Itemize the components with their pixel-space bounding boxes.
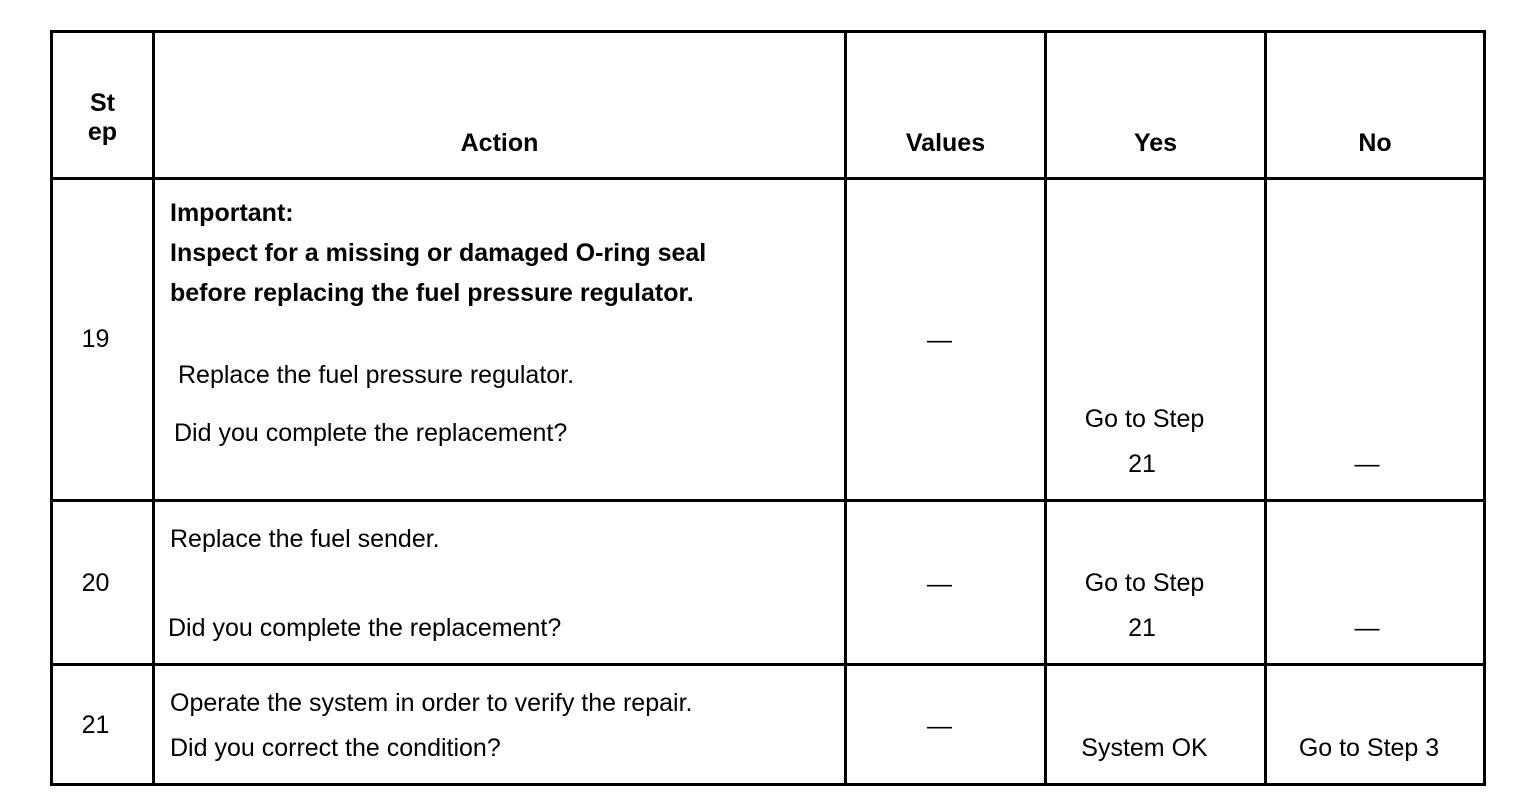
important-label: Important: — [170, 199, 294, 227]
row-divider — [50, 663, 1486, 666]
header-values: Values — [905, 129, 986, 157]
header-action: Action — [460, 129, 539, 157]
yes-cell-line2: 21 — [1128, 450, 1156, 478]
header-yes: Yes — [1133, 129, 1178, 157]
diagnostic-table — [50, 30, 1486, 786]
important-note-line1: Inspect for a missing or damaged O-ring seal — [170, 239, 707, 267]
table-border-bottom — [50, 783, 1486, 786]
no-cell: — — [1354, 614, 1380, 642]
values-cell: — — [927, 326, 952, 354]
action-text: Replace the fuel pressure regulator. — [178, 361, 575, 389]
yes-cell-line2: 21 — [1128, 614, 1156, 642]
important-note-line2: before replacing the fuel pressure regulator. — [170, 279, 694, 307]
action-question: Did you complete the replacement? — [174, 419, 568, 447]
header-step — [53, 89, 152, 147]
yes-cell: System OK — [1081, 734, 1208, 762]
yes-cell-line1: Go to Step — [1084, 405, 1205, 433]
row-divider — [50, 499, 1486, 502]
values-cell: — — [927, 712, 952, 740]
action-question: Did you complete the replacement? — [168, 614, 562, 642]
no-cell: — — [1354, 450, 1380, 478]
no-cell: Go to Step 3 — [1298, 734, 1440, 762]
action-question: Did you correct the condition? — [170, 734, 501, 762]
values-cell: — — [927, 570, 952, 598]
action-text: Replace the fuel sender. — [170, 525, 440, 553]
table-border-top — [50, 30, 1486, 33]
header-step-line2: ep — [87, 118, 118, 146]
yes-cell-line1: Go to Step — [1084, 569, 1205, 597]
header-step-line1: St — [90, 89, 115, 117]
table-border-right — [1483, 30, 1486, 786]
header-divider — [50, 177, 1486, 180]
header-no: No — [1358, 129, 1392, 157]
step-number: 19 — [81, 325, 110, 353]
step-number: 21 — [81, 711, 110, 739]
step-number: 20 — [81, 569, 110, 597]
action-text: Operate the system in order to verify the repair. — [170, 689, 693, 717]
